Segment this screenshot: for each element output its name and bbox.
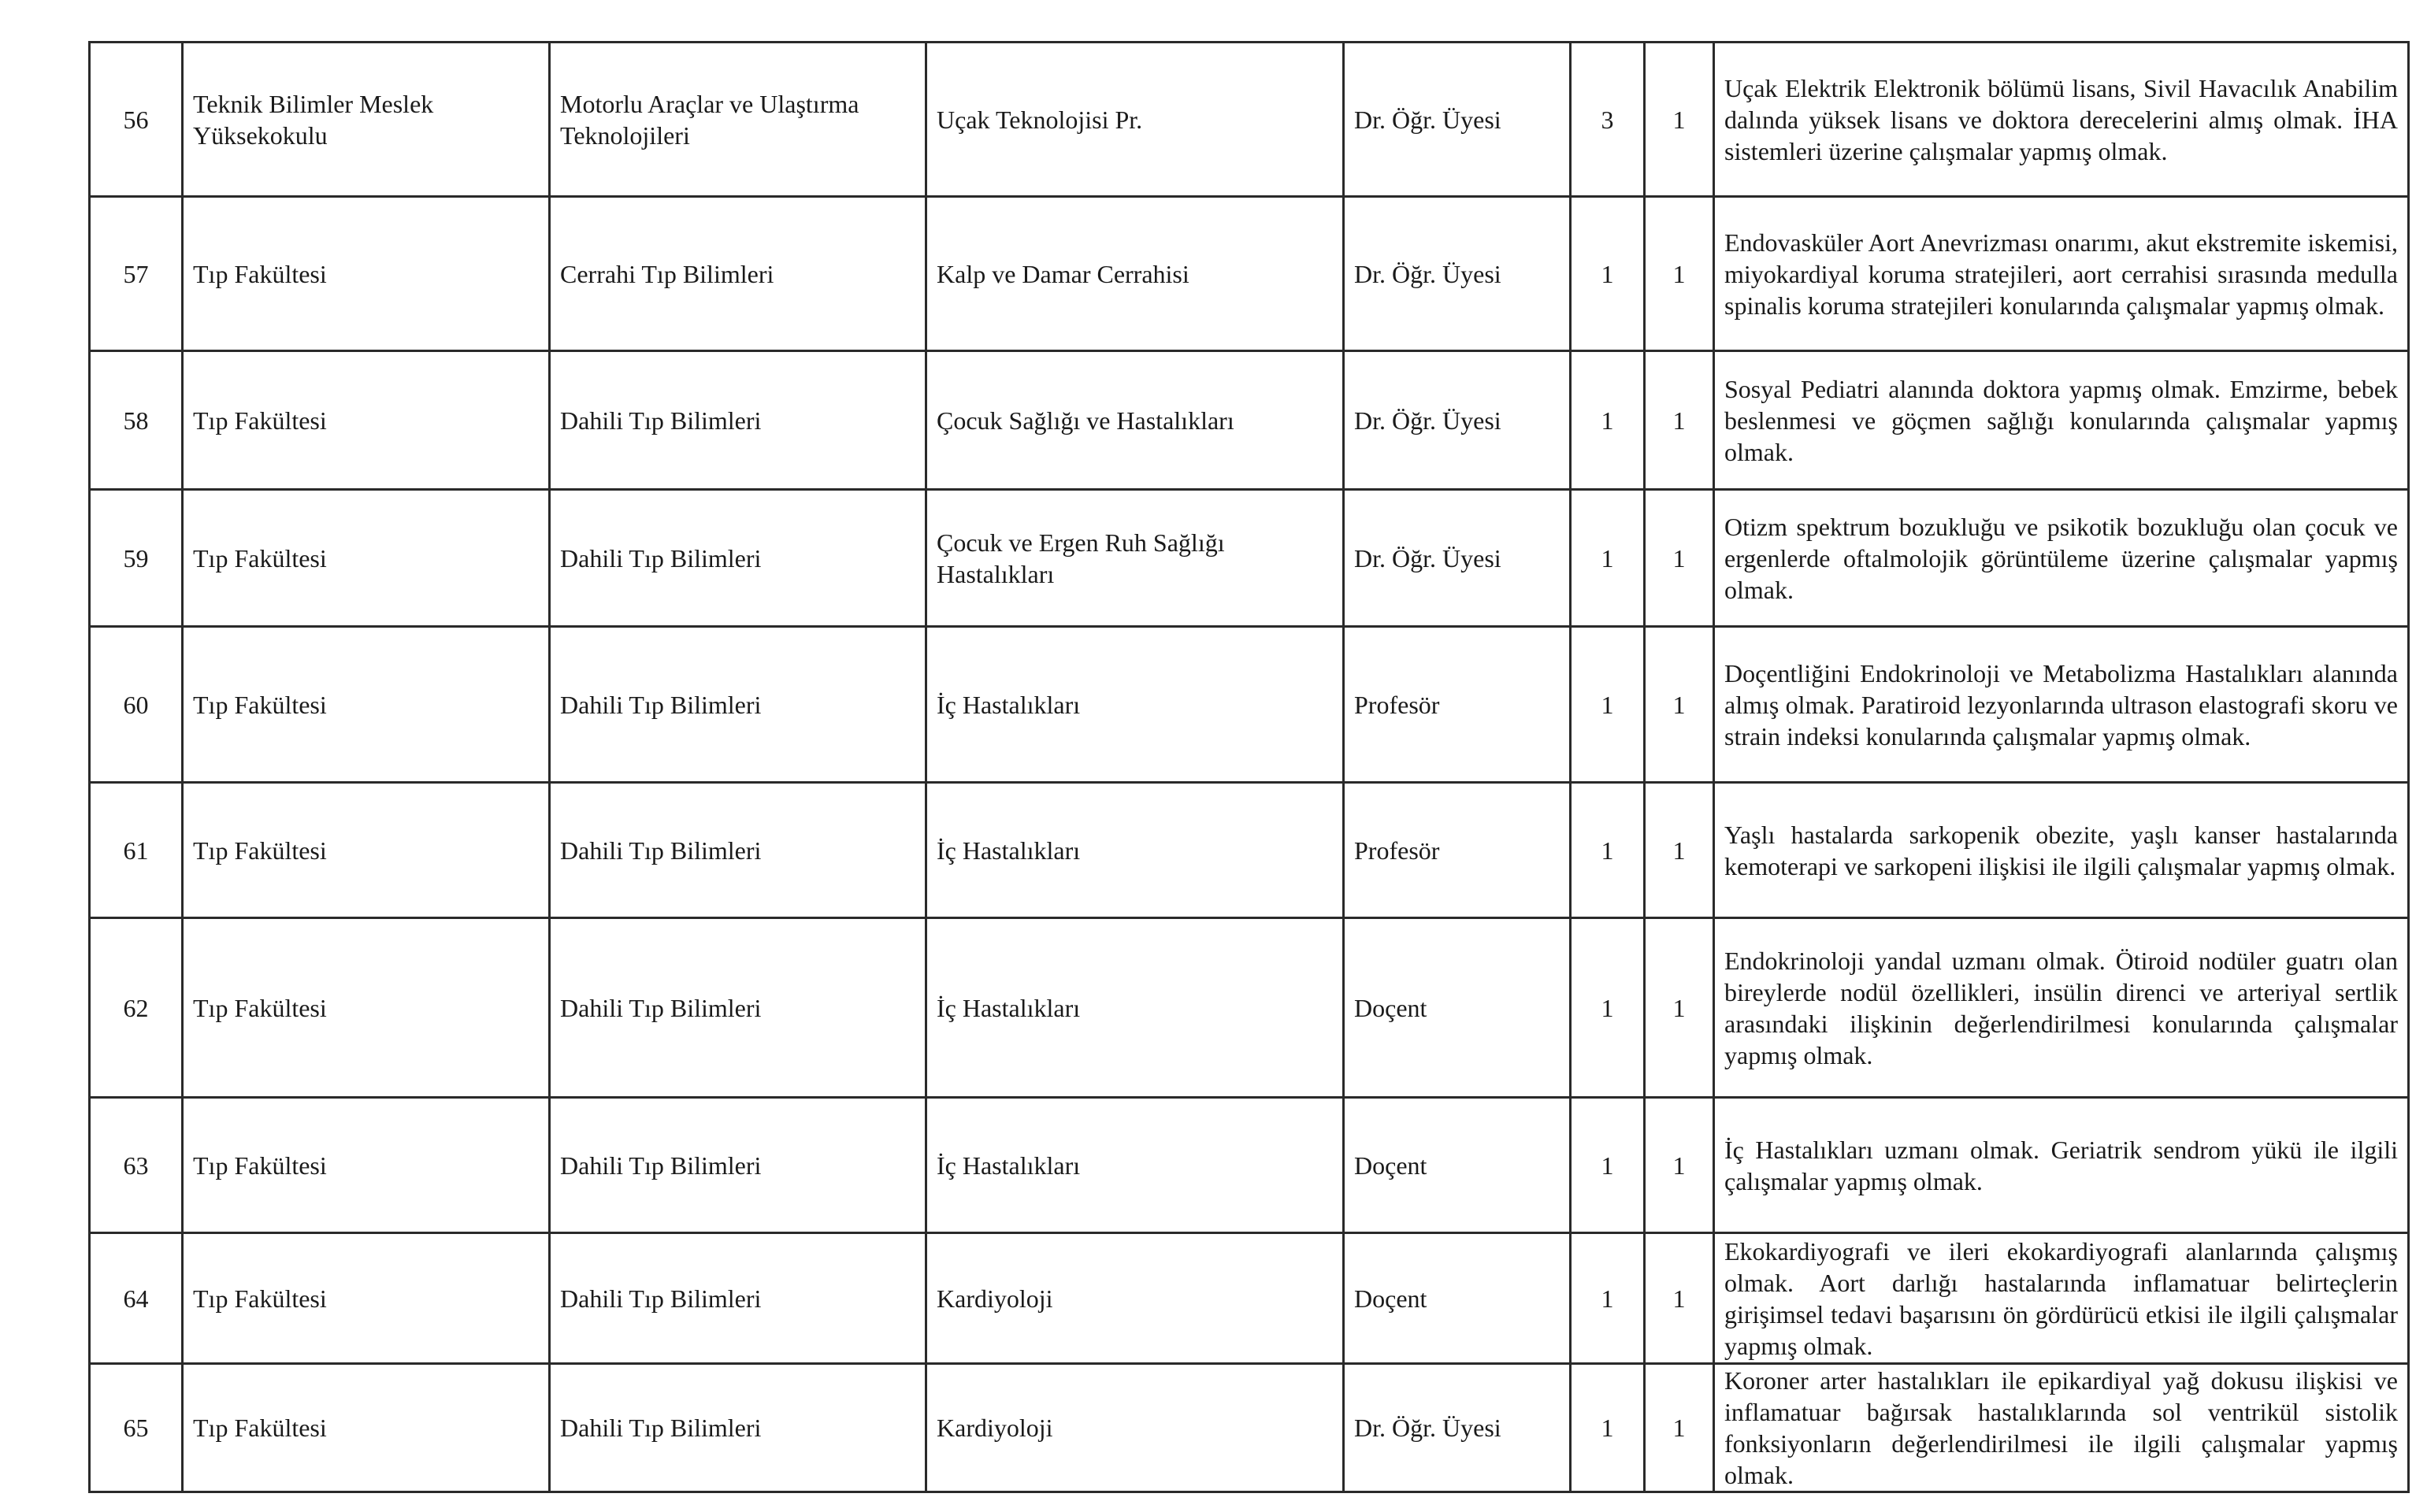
department-cell: Dahili Tıp Bilimleri [550,1233,926,1364]
department-cell: Dahili Tıp Bilimleri [550,627,926,783]
requirement-cell: Yaşlı hastalarda sarkopenik obezite, yaşlı kanser hastalarında kemoterapi ve sarkopeni ilişkisi ile ilgili çalışmalar yapmış olmak. [1714,783,2409,918]
department-cell: Dahili Tıp Bilimleri [550,351,926,490]
degree-cell: 1 [1645,918,1714,1098]
count-cell: 1 [1571,627,1645,783]
count-cell: 1 [1571,783,1645,918]
program-cell: Kalp ve Damar Cerrahisi [926,197,1344,351]
faculty-cell: Tıp Fakültesi [183,1364,550,1492]
program-cell: İç Hastalıkları [926,1098,1344,1233]
requirement-cell: Ekokardiyografi ve ileri ekokardiyografi alanlarında çalışmış olmak. Aort darlığı hastalarında inflamatuar belirteçlerin girişimsel tedavi başarısını ön gördürücü etkisi ile ilgili çalışmalar yapmış olmak. [1714,1233,2409,1364]
table-row [90,1364,2409,1492]
title-cell: Doçent [1344,1098,1571,1233]
program-cell: Çocuk ve Ergen Ruh Sağlığı Hastalıkları [926,490,1344,627]
requirement-cell: Otizm spektrum bozukluğu ve psikotik bozukluğu olan çocuk ve ergenlerde oftalmolojik görüntüleme üzerine çalışmalar yapmış olmak. [1714,490,2409,627]
requirement-cell: Endovasküler Aort Anevrizması onarımı, akut ekstremite iskemisi, miyokardiyal koruma stratejileri, aort cerrahisi sırasında medulla spinalis koruma stratejileri konularında çalışmalar yapmış olmak. [1714,197,2409,351]
title-cell: Dr. Öğr. Üyesi [1344,351,1571,490]
title-cell: Doçent [1344,918,1571,1098]
degree-cell: 1 [1645,783,1714,918]
table-row [90,918,2409,1098]
faculty-cell: Tıp Fakültesi [183,1233,550,1364]
degree-cell: 1 [1645,1233,1714,1364]
title-cell: Dr. Öğr. Üyesi [1344,1364,1571,1492]
requirement-cell: Doçentliğini Endokrinoloji ve Metabolizma Hastalıkları alanında almış olmak. Paratiroid lezyonlarında ultrason elastografi skoru ve strain indeksi konularında çalışmalar yapmış olmak. [1714,627,2409,783]
staff-table [88,41,2410,1493]
row-number: 65 [90,1364,183,1492]
table-row [90,783,2409,918]
row-number: 62 [90,918,183,1098]
title-cell: Doçent [1344,1233,1571,1364]
requirement-cell: Endokrinoloji yandal uzmanı olmak. Ötiroid nodüler guatrı olan bireylerde nodül özellikleri, insülin direnci ve arteriyal sertlik arasındaki ilişkinin değerlendirilmesi konularında çalışmalar yapmış olmak. [1714,918,2409,1098]
title-cell: Profesör [1344,627,1571,783]
row-number: 61 [90,783,183,918]
table-row [90,1233,2409,1364]
table-row [90,43,2409,197]
department-cell: Dahili Tıp Bilimleri [550,490,926,627]
requirement-cell: Sosyal Pediatri alanında doktora yapmış olmak. Emzirme, bebek beslenmesi ve göçmen sağlığı konularında çalışmalar yapmış olmak. [1714,351,2409,490]
table-row [90,627,2409,783]
table-row [90,197,2409,351]
row-number: 64 [90,1233,183,1364]
faculty-cell: Tıp Fakültesi [183,1098,550,1233]
row-number: 56 [90,43,183,197]
faculty-cell: Tıp Fakültesi [183,197,550,351]
title-cell: Dr. Öğr. Üyesi [1344,490,1571,627]
row-number: 57 [90,197,183,351]
table-row [90,351,2409,490]
program-cell: İç Hastalıkları [926,918,1344,1098]
department-cell: Dahili Tıp Bilimleri [550,1098,926,1233]
row-number: 58 [90,351,183,490]
department-cell: Motorlu Araçlar ve Ulaştırma Teknolojileri [550,43,926,197]
count-cell: 3 [1571,43,1645,197]
faculty-cell: Tıp Fakültesi [183,918,550,1098]
degree-cell: 1 [1645,197,1714,351]
table-row [90,490,2409,627]
degree-cell: 1 [1645,43,1714,197]
department-cell: Dahili Tıp Bilimleri [550,1364,926,1492]
requirement-cell: Uçak Elektrik Elektronik bölümü lisans, Sivil Havacılık Anabilim dalında yüksek lisans ve doktora derecelerini almış olmak. İHA sistemleri üzerine çalışmalar yapmış olmak. [1714,43,2409,197]
department-cell: Dahili Tıp Bilimleri [550,918,926,1098]
requirement-cell: Koroner arter hastalıkları ile epikardiyal yağ dokusu ilişkisi ve inflamatuar bağırsak hastalıklarında sol ventrikül sistolik fonksiyonların değerlendirilmesi ile ilgili çalışmalar yapmış olmak. [1714,1364,2409,1492]
count-cell: 1 [1571,490,1645,627]
degree-cell: 1 [1645,351,1714,490]
program-cell: Uçak Teknolojisi Pr. [926,43,1344,197]
program-cell: İç Hastalıkları [926,627,1344,783]
degree-cell: 1 [1645,1098,1714,1233]
count-cell: 1 [1571,197,1645,351]
faculty-cell: Tıp Fakültesi [183,490,550,627]
count-cell: 1 [1571,918,1645,1098]
program-cell: Kardiyoloji [926,1233,1344,1364]
table-row [90,1098,2409,1233]
count-cell: 1 [1571,1233,1645,1364]
program-cell: Çocuk Sağlığı ve Hastalıkları [926,351,1344,490]
title-cell: Dr. Öğr. Üyesi [1344,197,1571,351]
program-cell: İç Hastalıkları [926,783,1344,918]
staff-table-page [88,41,2407,1493]
faculty-cell: Tıp Fakültesi [183,627,550,783]
count-cell: 1 [1571,1364,1645,1492]
degree-cell: 1 [1645,627,1714,783]
count-cell: 1 [1571,351,1645,490]
department-cell: Dahili Tıp Bilimleri [550,783,926,918]
department-cell: Cerrahi Tıp Bilimleri [550,197,926,351]
faculty-cell: Tıp Fakültesi [183,783,550,918]
faculty-cell: Tıp Fakültesi [183,351,550,490]
faculty-cell: Teknik Bilimler Meslek Yüksekokulu [183,43,550,197]
row-number: 59 [90,490,183,627]
row-number: 63 [90,1098,183,1233]
program-cell: Kardiyoloji [926,1364,1344,1492]
degree-cell: 1 [1645,490,1714,627]
count-cell: 1 [1571,1098,1645,1233]
degree-cell: 1 [1645,1364,1714,1492]
title-cell: Profesör [1344,783,1571,918]
row-number: 60 [90,627,183,783]
requirement-cell: İç Hastalıkları uzmanı olmak. Geriatrik sendrom yükü ile ilgili çalışmalar yapmış olmak. [1714,1098,2409,1233]
title-cell: Dr. Öğr. Üyesi [1344,43,1571,197]
